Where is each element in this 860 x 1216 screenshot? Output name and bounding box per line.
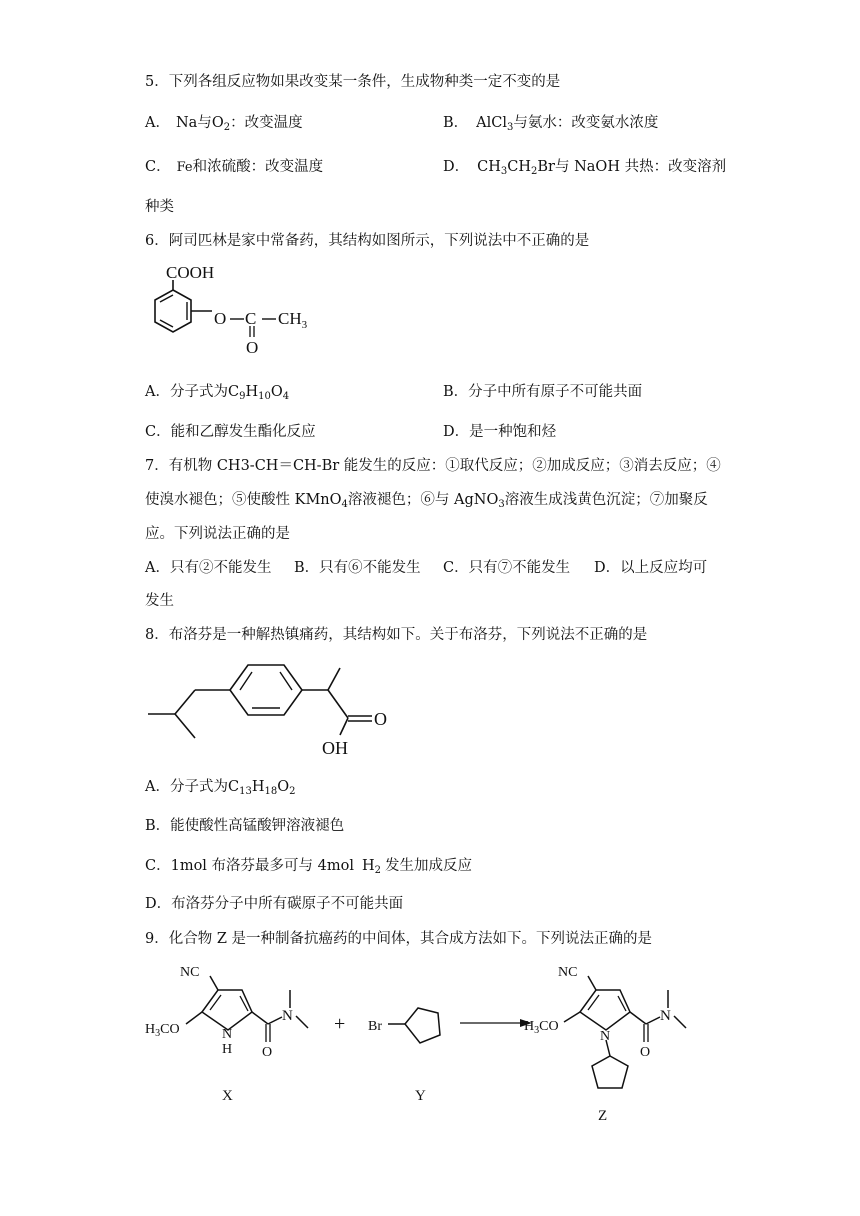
reaction-arrow bbox=[460, 1019, 532, 1027]
q9-stem: 9．化合物 Z 是一种制备抗癌药的中间体，其合成方法如下。下列说法正确的是 bbox=[145, 931, 653, 947]
plus-sign: + bbox=[334, 1013, 346, 1035]
q7-option-c: C．只有⑦不能发生 bbox=[443, 560, 571, 576]
z-compound-label: Z bbox=[598, 1108, 608, 1124]
aspirin-ch3-label: $CH_3$ bbox=[278, 309, 308, 331]
y-compound-label: Y bbox=[415, 1088, 426, 1104]
aspirin-carbonyl-o-label: O bbox=[246, 338, 259, 357]
q7-option-b: B．只有⑥不能发生 bbox=[294, 560, 421, 576]
q7-option-a: A．只有②不能发生 bbox=[145, 560, 272, 576]
z-h3co-label: $H_3CO$ bbox=[524, 1019, 559, 1036]
q6-option-a: A．分子式为$C_9H_{10}O_4$ bbox=[145, 384, 290, 402]
q6-option-d: D．是一种饱和烃 bbox=[443, 424, 557, 440]
q7-option-d: D．以上反应均可 bbox=[594, 560, 708, 576]
q7-stem-line2: 使溴水褪色；⑤使酸性 KMnO$_4$溶液褪色；⑥与 AgNO$_3$溶液生成浅黄色沉淀；⑦加聚反 bbox=[145, 492, 708, 510]
reaction-scheme bbox=[140, 958, 720, 1128]
ibuprofen-carbonyl-o-label: O bbox=[374, 709, 387, 729]
z-nc-label: NC bbox=[558, 965, 578, 980]
y-br-label: Br bbox=[368, 1019, 382, 1034]
x-h3co-label: $H_3CO$ bbox=[145, 1022, 180, 1039]
q6-stem: 6．阿司匹林是家中常备药，其结构如图所示，下列说法中不正确的是 bbox=[145, 233, 590, 249]
z-amide-n-label: N bbox=[660, 1008, 671, 1024]
q6-option-b: B．分子中所有原子不可能共面 bbox=[443, 384, 643, 400]
q8-option-b: B．能使酸性高锰酸钾溶液褪色 bbox=[145, 818, 345, 834]
x-compound-label: X bbox=[222, 1088, 233, 1104]
z-carbonyl-o-label: O bbox=[640, 1045, 651, 1060]
aspirin-carbonyl-c-label: C bbox=[245, 309, 257, 328]
x-nh-h-label: H bbox=[222, 1042, 233, 1057]
aspirin-structure bbox=[140, 262, 330, 362]
z-ring-n-label: N bbox=[600, 1029, 611, 1044]
q7-option-d-continued: 发生 bbox=[145, 593, 174, 609]
x-carbonyl-o-label: O bbox=[262, 1045, 273, 1060]
q5-stem: 5．下列各组反应物如果改变某一条件，生成物种类一定不变的是 bbox=[145, 74, 561, 90]
q7-stem-line1: 7．有机物 CH3-CH＝CH-Br 能发生的反应：①取代反应；②加成反应；③消去反应；④ bbox=[145, 458, 721, 474]
q5-option-d-continued: 种类 bbox=[145, 199, 174, 215]
x-amide-n-label: N bbox=[282, 1008, 293, 1024]
x-ring-n-label: N bbox=[222, 1027, 233, 1042]
q5-option-b: B． AlCl$_3$与氨水：改变氨水浓度 bbox=[443, 115, 659, 133]
q8-option-c: C．1mol 布洛芬最多可与 4mol $H_2$ 发生加成反应 bbox=[145, 858, 473, 876]
q5-option-a: A． Na与$O_2$：改变温度 bbox=[145, 115, 303, 133]
ibuprofen-oh-label: OH bbox=[322, 738, 348, 758]
q8-stem: 8．布洛芬是一种解热镇痛药，其结构如下。关于布洛芬，下列说法不正确的是 bbox=[145, 627, 648, 643]
q5-option-c: C． Fe和浓硫酸：改变温度 bbox=[145, 159, 324, 175]
aspirin-cooh-label: COOH bbox=[166, 263, 215, 282]
ibuprofen-structure bbox=[140, 655, 400, 765]
x-nc-label: NC bbox=[180, 965, 200, 980]
compound-x-structure bbox=[145, 965, 308, 1104]
q8-option-d: D．布洛芬分子中所有碳原子不可能共面 bbox=[145, 896, 404, 912]
aspirin-ester-o-label: O bbox=[214, 309, 227, 328]
q7-stem-line3: 应。下列说法正确的是 bbox=[145, 526, 290, 542]
q6-option-c: C．能和乙醇发生酯化反应 bbox=[145, 424, 316, 440]
q5-option-d: D． $CH_3CH_2Br$与 NaOH 共热：改变溶剂 bbox=[443, 159, 727, 177]
compound-y-structure bbox=[368, 1008, 440, 1104]
compound-z-structure bbox=[524, 965, 686, 1124]
q8-option-a: A．分子式为$C_{13}H_{18}O_2$ bbox=[145, 779, 296, 797]
